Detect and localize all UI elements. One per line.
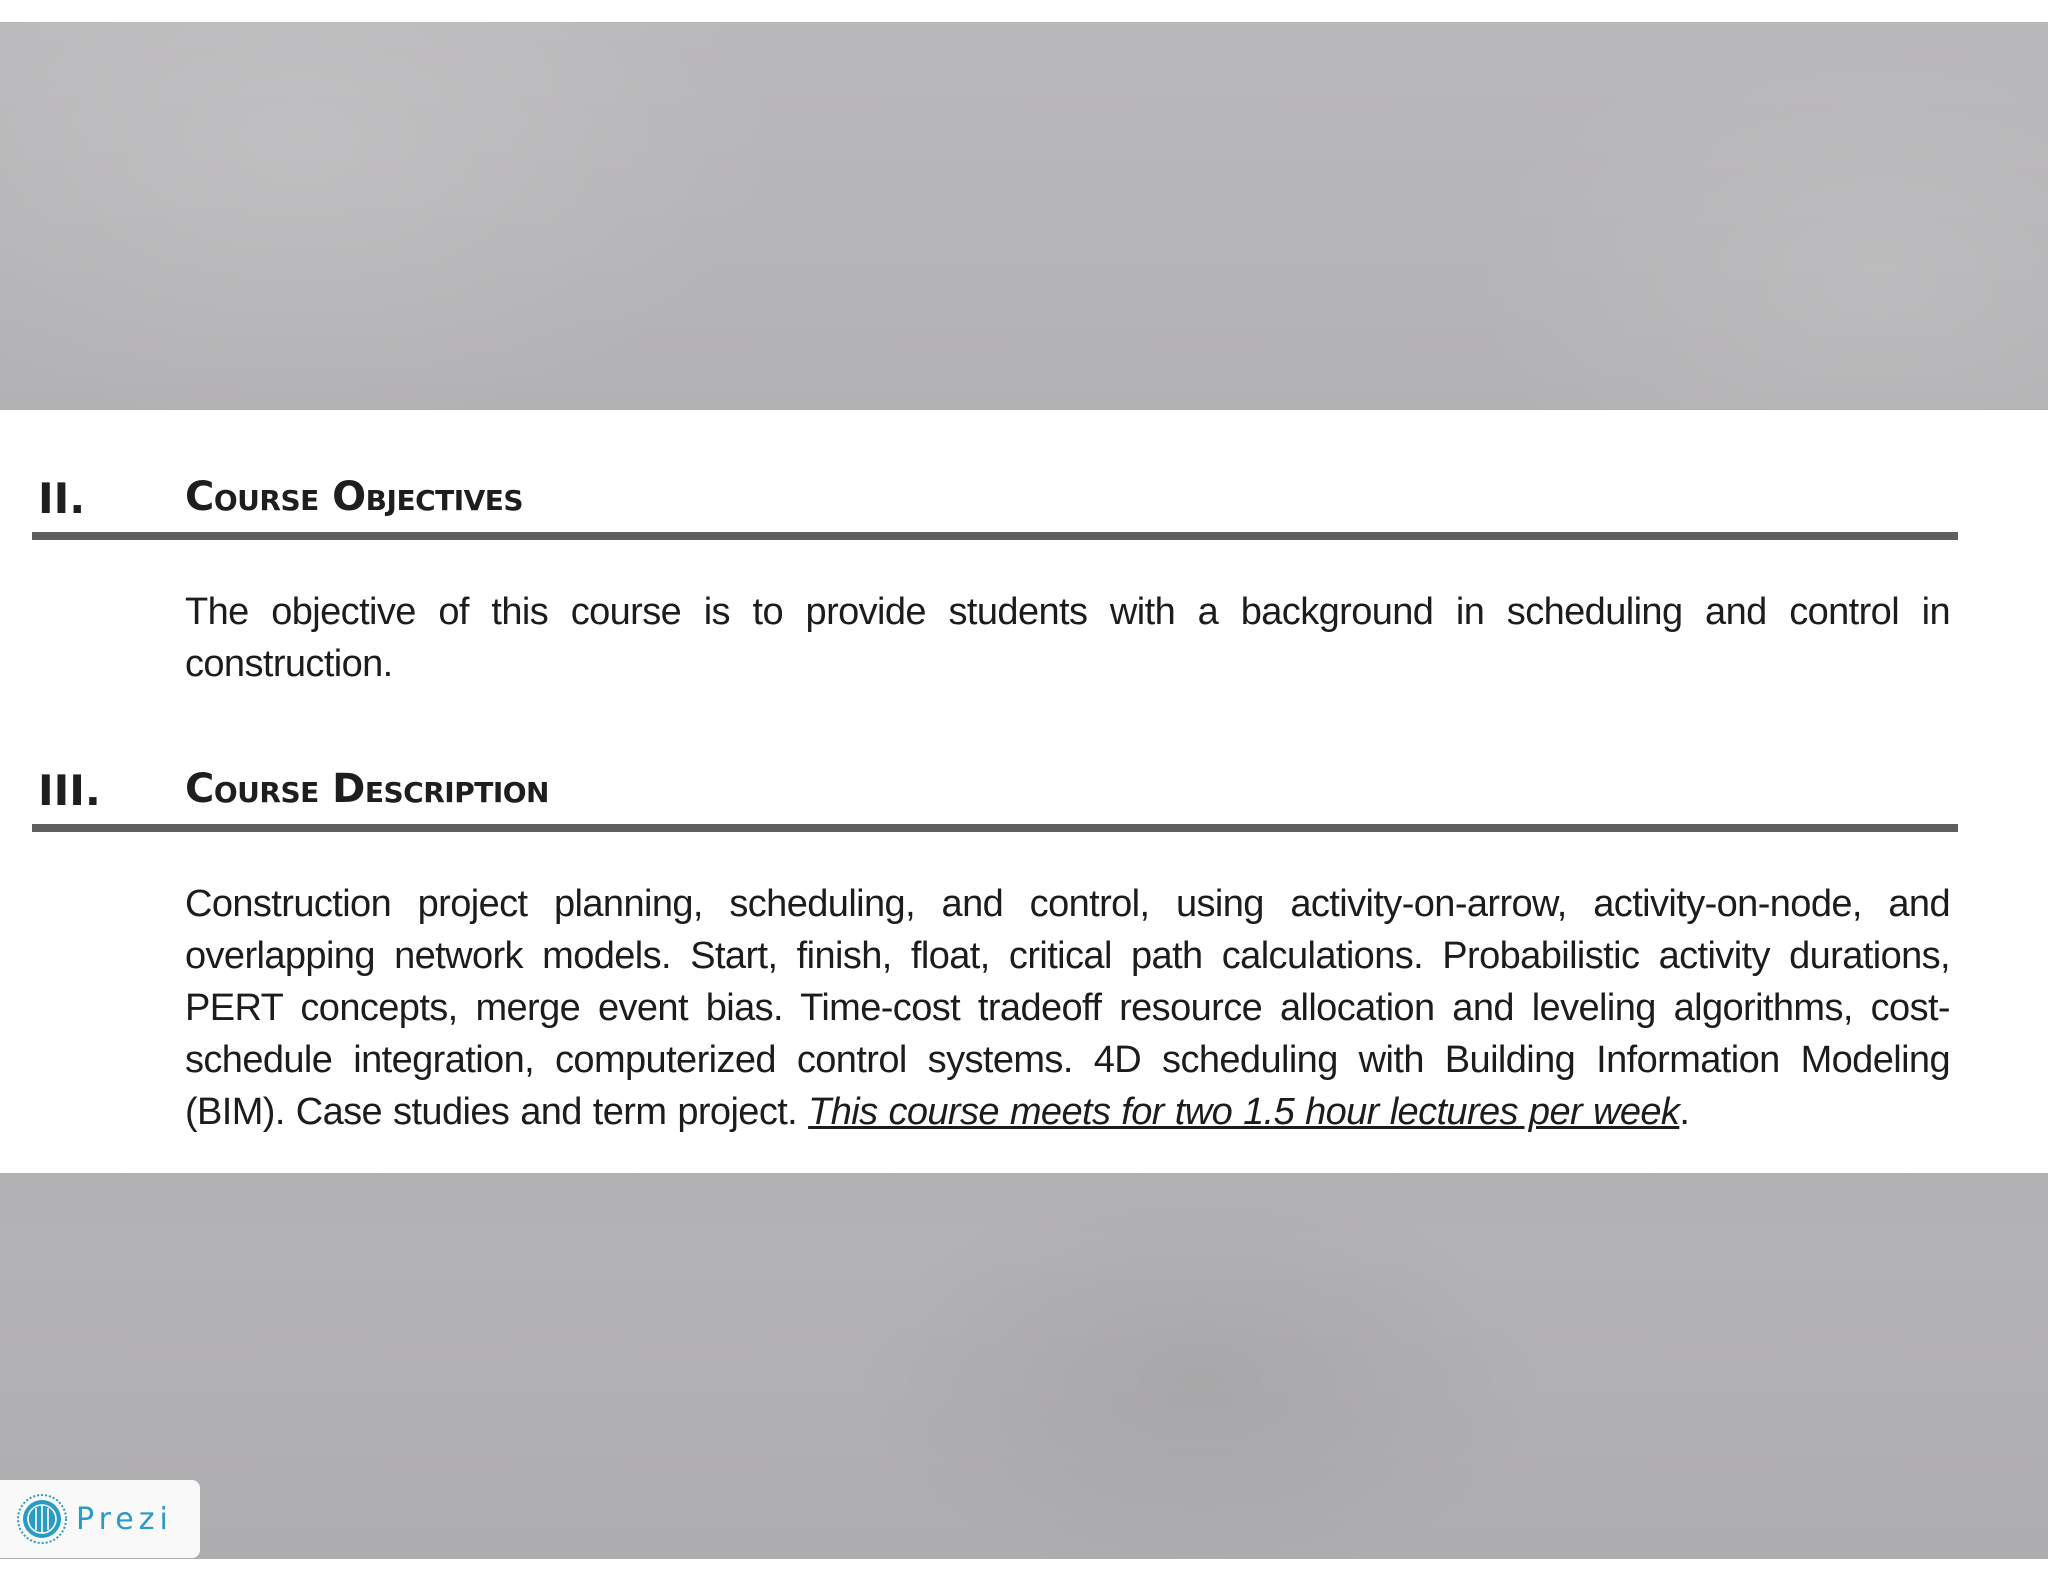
prezi-wordmark: Prezi bbox=[76, 1501, 173, 1537]
section-numeral: II. bbox=[38, 474, 86, 523]
section-numeral: III. bbox=[38, 766, 101, 815]
description-text: Construction project planning, scheduling, and control, using activity-on-arrow, activity-on-node, and overlapping network models. Start, finish, float, critical path calculations. Probabilistic activity durations, PERT concepts, merge event bias. Time-cost tradeoff resource allocation and leveling algorithms, cost-schedule integration, computerized control systems. 4D scheduling with Building Information Modeling (BIM). Case studies and term project. bbox=[185, 883, 1950, 1133]
prezi-badge[interactable] bbox=[0, 1480, 200, 1558]
presentation-canvas bbox=[0, 22, 2048, 1559]
meeting-note: This course meets for two 1.5 hour lectures per week bbox=[808, 1091, 1680, 1133]
section-divider bbox=[32, 532, 1958, 540]
section-heading: Course Description bbox=[185, 766, 549, 812]
objectives-paragraph: The objective of this course is to provide students with a background in scheduling and control in construction. bbox=[185, 591, 1950, 685]
section-divider bbox=[32, 824, 1958, 832]
prezi-logo-icon bbox=[16, 1493, 68, 1545]
description-paragraph bbox=[185, 878, 1950, 1138]
description-trailing: . bbox=[1679, 1091, 1690, 1133]
section-heading: Course Objectives bbox=[185, 474, 524, 520]
document-excerpt bbox=[0, 410, 2048, 1173]
